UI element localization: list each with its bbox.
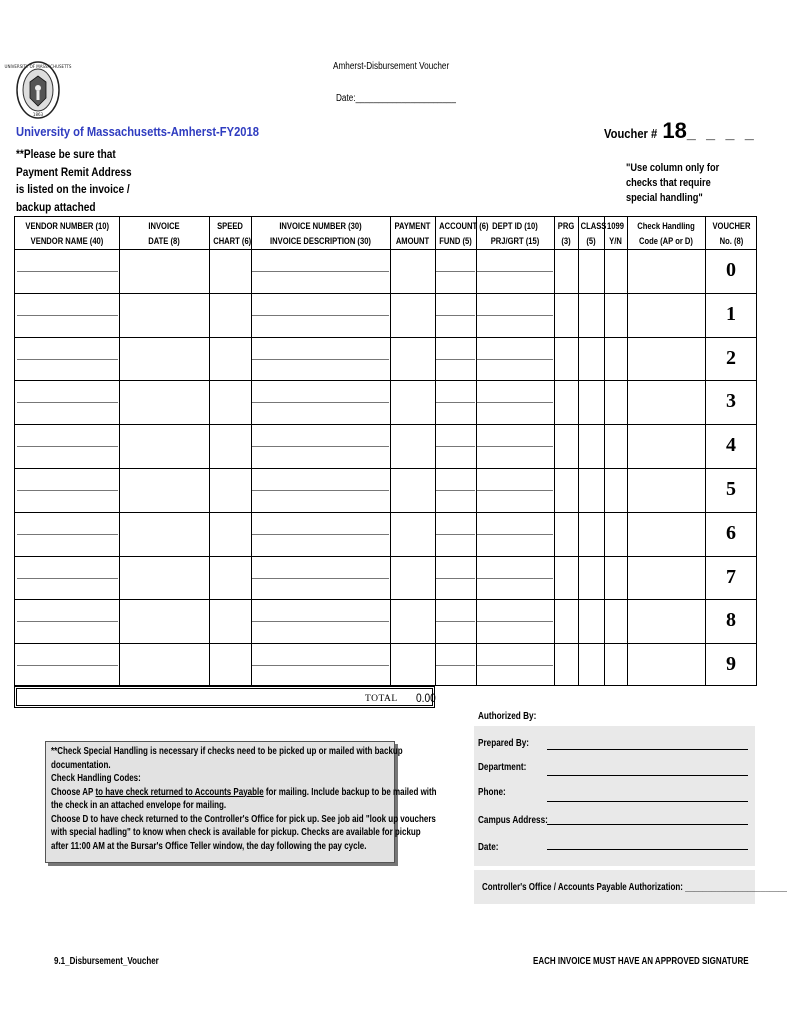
table-row[interactable] <box>15 293 705 337</box>
column-header: VOUCHER No. (8) <box>712 221 751 247</box>
voucher-row-number: 0 <box>726 259 736 281</box>
seal-outer-text: UNIVERSITY OF MASSACHUSETTS <box>4 64 72 69</box>
campus-address-field[interactable] <box>547 824 748 825</box>
voucher-row-number: 7 <box>726 565 736 588</box>
notice-line: "Use column only for <box>626 162 720 174</box>
note-line: after 11:00 AM at the Bursar's Office Teller window, the day following the pay cycle. <box>51 840 367 852</box>
date-field-auth[interactable] <box>547 849 748 850</box>
note-underlined-text: to have check returned to Accounts Payable <box>95 786 264 798</box>
special-handling-note <box>45 741 437 863</box>
campus-address-label: Campus Address: <box>478 815 548 826</box>
voucher-row-number: 3 <box>726 390 736 413</box>
university-title: University of Massachusetts-Amherst-FY2018 <box>16 124 259 139</box>
remit-line: backup attached <box>16 199 96 214</box>
note-line: Check Handling Codes: <box>51 773 141 784</box>
date-label: Date: <box>478 842 499 853</box>
controller-authorization[interactable]: Controller's Office / Accounts Payable Authorization: _______________________ <box>482 882 787 893</box>
column-header: PAYMENT AMOUNT <box>394 221 431 247</box>
column-header: SPEED CHART (6) <box>213 221 252 247</box>
seal-inner-text: 1863 <box>32 112 44 117</box>
column-header: VENDOR NUMBER (10) VENDOR NAME (40) <box>25 221 110 247</box>
note-line: Choose D to have check returned to the Controller's Office for pick up. See job aid "look up vouchers <box>51 813 436 825</box>
voucher-row-number: 5 <box>726 478 736 500</box>
voucher-number[interactable] <box>604 118 757 144</box>
state-seal-icon <box>4 60 72 120</box>
voucher-prefix: 18 <box>662 118 687 143</box>
remit-address-notice <box>16 146 132 216</box>
voucher-row-number: 2 <box>726 346 736 369</box>
total-label: TOTAL <box>365 694 398 704</box>
table-row[interactable] <box>15 643 705 687</box>
column-header: INVOICE NUMBER (30) INVOICE DESCRIPTION (30) <box>270 221 371 247</box>
column-header: PRG (3) <box>557 221 575 247</box>
voucher-blanks: _ _ _ _ <box>686 125 757 142</box>
voucher-number-label: Voucher # <box>604 126 658 141</box>
table-row[interactable] <box>15 599 705 643</box>
column-divider <box>705 217 706 685</box>
remit-line: is listed on the invoice / <box>16 182 130 196</box>
phone-field[interactable] <box>547 801 748 802</box>
column-header: ACCOUNT (6) FUND (5) <box>439 221 489 247</box>
table-row[interactable] <box>15 337 705 381</box>
voucher-row-number: 9 <box>726 653 736 676</box>
voucher-table <box>14 216 757 686</box>
voucher-row-number: 1 <box>726 302 736 325</box>
table-row[interactable] <box>15 424 705 468</box>
total-value: 0.00 <box>416 691 436 705</box>
column-header: Check Handling Code (AP or D) <box>637 221 695 247</box>
note-line: with special hadling" to know when check is available for pickup. Checks are available for pickup <box>51 827 421 838</box>
column-header: 1099 Y/N <box>607 221 624 247</box>
note-line: documentation. <box>51 759 111 771</box>
note-line: **Check Special Handling is necessary if checks need to be picked up or mailed with backup <box>51 746 403 757</box>
table-row[interactable] <box>15 249 705 293</box>
column-header: DEPT ID (10) PRJ/GRT (15) <box>490 221 540 247</box>
table-row[interactable] <box>15 512 705 556</box>
special-handling-notice <box>626 161 719 206</box>
form-title: Amherst-Disbursement Voucher <box>333 61 450 72</box>
table-row[interactable] <box>15 556 705 600</box>
note-line <box>51 786 437 800</box>
prepared-by-field[interactable] <box>547 749 748 750</box>
remit-line: Payment Remit Address <box>16 164 132 179</box>
column-header: CLASS (5) <box>580 221 607 247</box>
voucher-row-number: 8 <box>726 609 736 632</box>
notice-line: special handling" <box>626 192 703 204</box>
voucher-row-number: 6 <box>726 521 736 544</box>
remit-line: **Please be sure that <box>16 147 116 161</box>
form-id: 9.1_Disbursement_Voucher <box>54 956 159 967</box>
phone-label: Phone: <box>478 787 506 798</box>
date-field[interactable]: Date:______________________ <box>336 93 456 104</box>
table-row[interactable] <box>15 468 705 512</box>
column-header: INVOICE DATE (8) <box>148 221 180 247</box>
authorized-by-label: Authorized By: <box>478 711 537 722</box>
signature-notice: EACH INVOICE MUST HAVE AN APPROVED SIGNATURE <box>533 956 749 967</box>
voucher-row-number: 4 <box>726 434 736 457</box>
notice-line: checks that require <box>626 177 711 189</box>
note-line: the check in an attached envelope for mailing. <box>51 800 227 811</box>
department-field[interactable] <box>547 775 748 776</box>
table-row[interactable] <box>15 380 705 424</box>
note-text: for mailing. Include backup to be mailed with <box>263 786 437 798</box>
prepared-by-label: Prepared By: <box>478 738 530 749</box>
department-label: Department: <box>478 762 527 773</box>
note-text: Choose AP <box>51 786 96 798</box>
